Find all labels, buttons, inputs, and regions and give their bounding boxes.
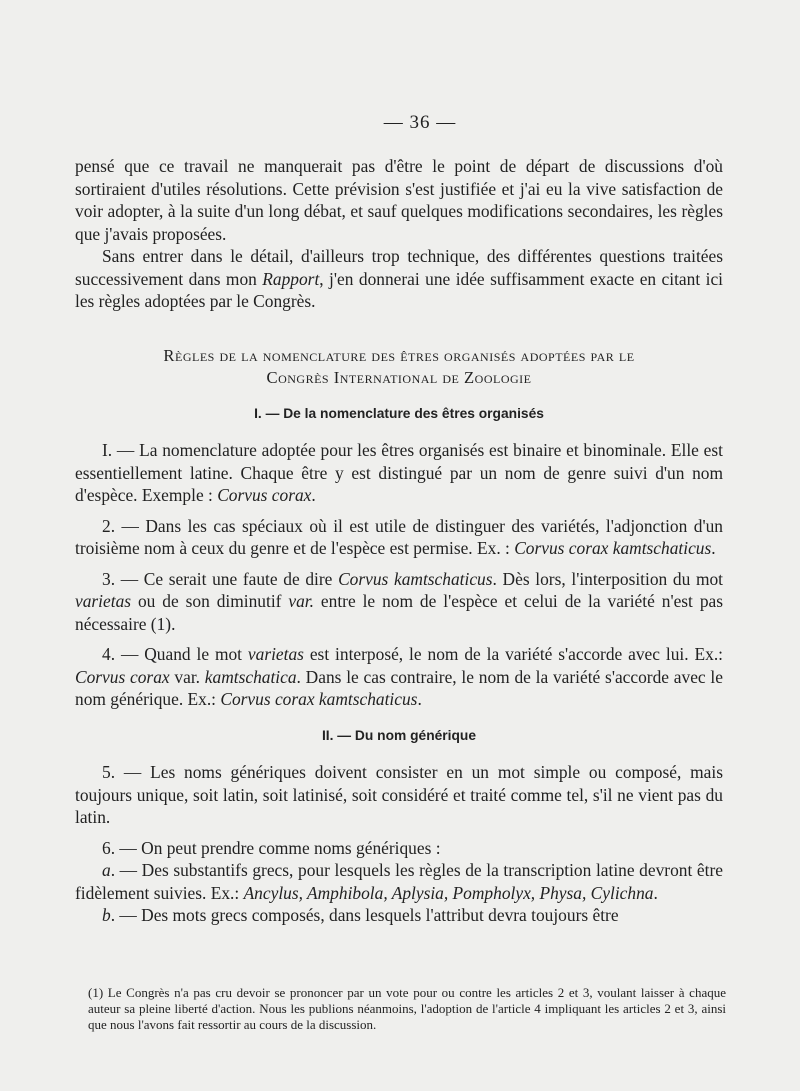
- rule-1: I. — La nomenclature adoptée pour les êtres organisés est binaire et binominale. Elle est essentiellement latine. Chaque être y est distingué par un nom de genre suivi d'un nom d'espèce. Exemple : Corvus corax.: [75, 440, 723, 505]
- rule-4: 4. — Quand le mot varietas est interposé, le nom de la variété s'accorde avec lui. Ex.: Corvus corax var. kamtschatica. Dans le cas contraire, le nom de la variété s'accorde avec le nom générique. Ex.: Corvus corax kamtschaticus.: [75, 644, 723, 709]
- section-heading-1: I. — De la nomenclature des êtres organisés: [254, 405, 544, 421]
- rule-6b: b. — Des mots grecs composés, dans lesquels l'attribut devra toujours être: [102, 905, 619, 925]
- rules-heading: Règles de la nomenclature des êtres organisés adoptées par le Congrès International de Zoologie: [163, 345, 635, 387]
- page-body: [75, 155, 723, 927]
- footnote: [88, 985, 726, 1033]
- rule-6a: a. — Des substantifs grecs, pour lesquels les règles de la transcription latine devront être fidèlement suivies. Ex.: Ancylus, Amphibola, Aplysia, Pompholyx, Physa, Cylichna.: [75, 860, 723, 903]
- paragraph-intro-1: pensé que ce travail ne manquerait pas d'être le point de départ de discussions d'où sortiraient d'utiles résolutions. Cette prévision s'est justifiée et j'ai eu la vive satisfaction de voir adopter, à la suite d'un long débat, et sauf quelques modifications secondaires, les règles que j'avais proposées.: [75, 156, 723, 244]
- rule-3: 3. — Ce serait une faute de dire Corvus kamtschaticus. Dès lors, l'interposition du mot varietas ou de son diminutif var. entre le nom de l'espèce et celui de la variété n'est pas nécessaire (1).: [75, 568, 724, 634]
- rule-6: 6. — On peut prendre comme noms génériques :: [102, 837, 441, 858]
- footnote-text: (1) Le Congrès n'a pas cru devoir se prononcer par un vote pour ou contre les articles 2 et 3, voulant laisser à chaque auteur sa pleine liberté d'action. Nous les publions néanmoins, l'adoption de l'article 4 impliquant les articles 2 et 3, ainsi que nous l'avons fait ressortir au cours de la discussion.: [88, 985, 726, 1032]
- page-number: — 36 —: [383, 112, 457, 133]
- paragraph-intro-2: Sans entrer dans le détail, d'ailleurs trop technique, des différentes questions traitées successivement dans mon Rapport, j'en donnerai une idée suffisamment exacte en citant ici les règles adoptées par le Congrès.: [75, 246, 723, 311]
- rule-5: 5. — Les noms génériques doivent consister en un mot simple ou composé, mais toujours unique, soit latin, soit latinisé, soit considéré et traité comme tel, s'il ne vient pas du latin.: [75, 762, 723, 827]
- rule-2: 2. — Dans les cas spéciaux où il est utile de distinguer des variétés, l'adjonction d'un troisième nom à ceux du genre et de l'espèce est permise. Ex. : Corvus corax kamtschaticus.: [75, 515, 723, 558]
- section-heading-2: II. — Du nom générique: [321, 727, 477, 743]
